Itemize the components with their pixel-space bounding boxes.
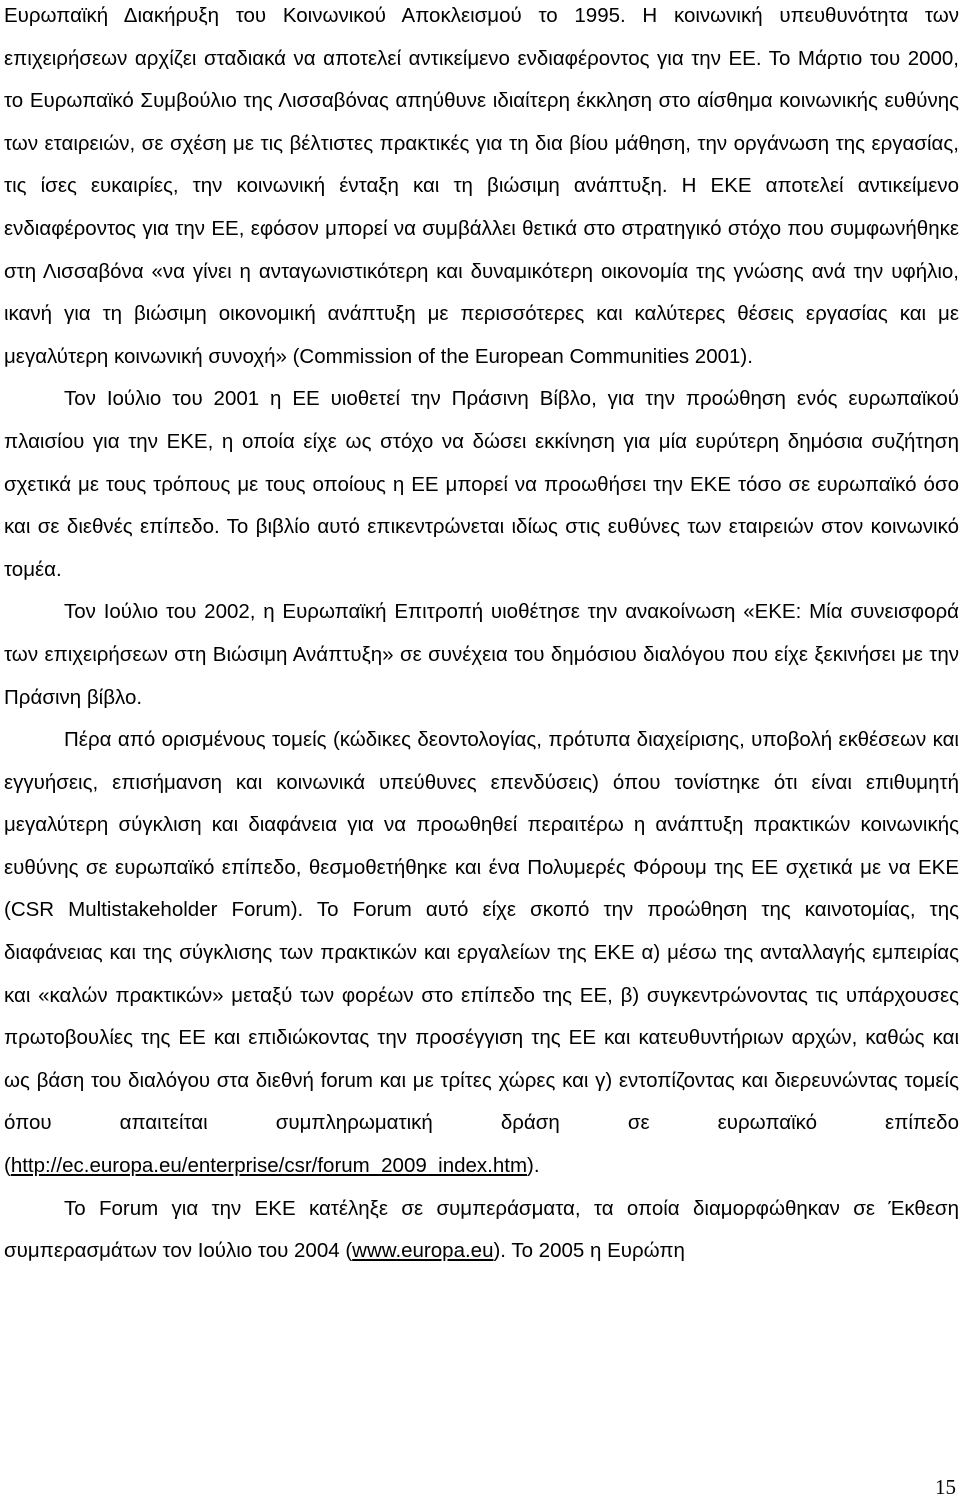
paragraph-forum-conclusions [4, 1188, 959, 1273]
paragraph-text: Το Forum για την ΕΚΕ κατέληξε σε συμπεράσματα, τα οποία διαμορφώθηκαν σε Έκθεση συμπερασμάτων τον Ιούλιο του 2004 ( [4, 1196, 959, 1263]
paragraph-text: Τον Ιούλιο του 2002, η Ευρωπαϊκή Επιτροπή υιοθέτησε την ανακοίνωση «ΕΚΕ: Μία συνεισφορά των επιχειρήσεων στη Βιώσιμη Ανάπτυξη» σε συνέχεια του δημόσιου διαλόγου που είχε ξεκινήσει με την Πράσινη βίβλο. [4, 600, 959, 709]
paragraph-green-paper-2001 [4, 378, 959, 591]
paragraph-text: Πέρα από ορισμένους τομείς (κώδικες δεοντολογίας, πρότυπα διαχείρισης, υποβολή εκθέσεων και εγγυήσεις, επισήμανση και κοινωνικά υπεύθυνες επενδύσεις) όπου τονίστηκε ότι είναι επιθυμητή μεγαλύτερη σύγκλιση και διαφάνεια για να προωθηθεί περαιτέρω η ανάπτυξη πρακτικών κοινωνικής ευθύνης σε ευρωπαϊκό επίπεδο, θεσμοθετήθηκε και ένα Πολυμερές Φόρουμ της ΕΕ σχετικά με να ΕΚΕ (CSR Multistakeholder Forum). Το Forum αυτό είχε σκοπό την προώθηση της καινοτομίας, της διαφάνειας και της σύγκλισης των πρακτικών και εργαλείων της ΕΚΕ α) μέσω της ανταλλαγής εμπειρίας και «καλών πρακτικών» μεταξύ των φορέων στο επίπεδο της ΕΕ, β) συγκεντρώνοντας τις υπάρχουσες πρωτοβουλίες της ΕΕ και επιδιώκοντας την προσέγγιση της ΕΕ και κατευθυντήριων αρχών, καθώς και ως βάση του διαλόγου στα διεθνή forum και με τρίτες χώρες και γ) εντοπίζοντας και διερευνώντας τομείς όπου απαιτείται συμπληρωματική δράση σε ευρωπαϊκό επίπεδο ( [4, 728, 959, 1178]
document-page [4, 0, 959, 1505]
paragraph-text-end: ). [527, 1154, 540, 1178]
paragraph-communication-2002 [4, 591, 959, 719]
europa-url-link[interactable]: www.europa.eu [352, 1239, 494, 1263]
paragraph-text-end: ). Το 2005 η Ευρώπη [493, 1239, 685, 1263]
paragraph-text: Τον Ιούλιο του 2001 η ΕΕ υιοθετεί την Πράσινη Βίβλο, για την προώθηση ενός ευρωπαϊκού πλαισίου για την ΕΚΕ, η οποία είχε ως στόχο να δώσει εκκίνηση για μία ευρύτερη δημόσια συζήτηση σχετικά με τους τρόπους με τους οποίους η ΕΕ μπορεί να προωθήσει την ΕΚΕ τόσο σε ευρωπαϊκό όσο και σε διεθνές επίπεδο. Το βιβλίο αυτό επικεντρώνεται ιδίως στις ευθύνες των εταιρειών στον κοινωνικό τομέα. [4, 387, 959, 581]
paragraph-text: Ευρωπαϊκή Διακήρυξη του Κοινωνικού Αποκλεισμού το 1995. Η κοινωνική υπευθυνότητα των επιχειρήσεων αρχίζει σταδιακά να αποτελεί αντικείμενο ενδιαφέροντος για την ΕΕ. Το Μάρτιο του 2000, το Ευρωπαϊκό Συμβούλιο της Λισσαβόνας απηύθυνε ιδιαίτερη έκκληση στο αίσθημα κοινωνικής ευθύνης των εταιρειών, σε σχέση με τις βέλτιστες πρακτικές για τη δια βίου μάθηση, την οργάνωση της εργασίας, τις ίσες ευκαιρίες, την κοινωνική ένταξη και τη βιώσιμη ανάπτυξη. Η ΕΚΕ αποτελεί αντικείμενο ενδιαφέροντος για την ΕΕ, εφόσον μπορεί να συμβάλλει θετικά στο στρατηγικό στόχο που συμφωνήθηκε στη Λισσαβόνα «να γίνει η ανταγωνιστικότερη και δυναμικότερη οικονομία της γνώσης ανά την υφήλιο, ικανή για τη βιώσιμη οικονομική ανάπτυξη με περισσότερες και καλύτερες θέσεις εργασίας και με μεγαλύτερη κοινωνική συνοχή» (Commission of the European Communities 2001). [4, 4, 959, 368]
forum-url-link[interactable]: http://ec.europa.eu/enterprise/csr/forum_2009_index.htm [10, 1154, 528, 1178]
paragraph-multistakeholder-forum [4, 719, 959, 1188]
page-number: 15 [935, 1475, 956, 1499]
paragraph-eu-history [4, 0, 959, 378]
